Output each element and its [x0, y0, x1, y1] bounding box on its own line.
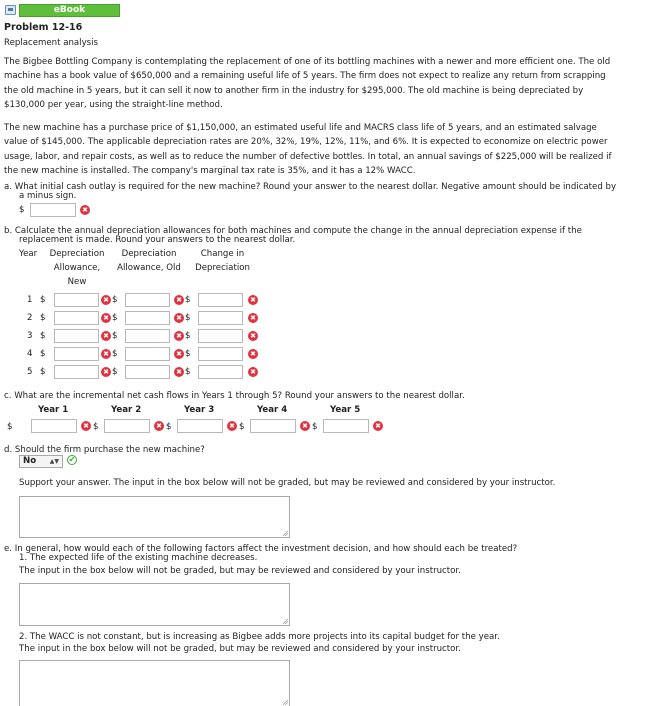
currency-symbol: $ [40, 331, 46, 341]
currency-symbol: $ [166, 422, 172, 432]
row-year: 2 [27, 313, 33, 323]
question-a: a. What initial cash outlay is required for the new machine? Round your answer to the nearest dollar. Negative amount should be indicated by a minus sign. [4, 182, 617, 201]
incorrect-icon: ✖ [248, 367, 258, 377]
incorrect-icon: ✖ [101, 295, 111, 305]
row-year: 1 [27, 295, 33, 305]
incorrect-icon: ✖ [248, 349, 258, 359]
dep-change-input[interactable] [198, 365, 243, 379]
incorrect-icon: ✖ [174, 367, 184, 377]
header-year: Year [19, 249, 38, 259]
initial-outlay-input[interactable] [30, 203, 76, 217]
cash-flow-input[interactable] [250, 419, 296, 433]
currency-symbol: $ [112, 367, 118, 377]
intro-paragraph-2: The new machine has a purchase price of $1,150,000, an estimated useful life and MACRS class life of 5 years, and an estimated salvage value of $145,000. The applicable depreciation rates are 20%, 32%, 19%, 12%, 11%, and 6%. It is expected to economize on electric power usage, labor, and repair costs, as well as to reduce the number of defective bottles. In total, an annual savings of $225,000 will be realized if the new machine is installed. The company's marginal tax rate is 35%, and it has a 12% WACC. [4, 123, 612, 176]
incorrect-icon: ✖ [248, 331, 258, 341]
header-dep-old: Depreciation Allowance, Old [117, 249, 181, 273]
row-year: 5 [27, 367, 33, 377]
dep-new-input[interactable] [54, 311, 99, 325]
incorrect-icon: ✖ [101, 349, 111, 359]
cash-flow-input[interactable] [104, 419, 150, 433]
dep-new-input[interactable] [54, 329, 99, 343]
intro-paragraph-1: The Bigbee Bottling Company is contemplating the replacement of one of its bottling machines with a newer and more efficient one. The old machine has a book value of $650,000 and a remaining useful life of 5 years. The firm does not expect to realize any return from scrapping the old machine in 5 years, but it can sell it now to another firm in the industry for $295,000. The old machine is being depreciated by $130,000 per year, using the straight-line method. [4, 57, 611, 110]
currency-symbol: $ [239, 422, 245, 432]
currency-symbol: $ [112, 331, 118, 341]
incorrect-icon: ✖ [248, 313, 258, 323]
currency-symbol: $ [40, 313, 46, 323]
cash-flow-input[interactable] [323, 419, 369, 433]
dep-old-input[interactable] [125, 329, 170, 343]
question-e: e. In general, how would each of the following factors affect the investment decision, and how should each be treated? 1. The expected life of the existing machine decreases. [4, 544, 518, 563]
currency-symbol: $ [19, 205, 25, 215]
question-d: d. Should the firm purchase the new machine? [4, 445, 205, 455]
incorrect-icon: ✖ [174, 313, 184, 323]
incorrect-icon: ✖ [101, 313, 111, 323]
factor-2-textarea[interactable] [19, 660, 290, 706]
dep-new-input[interactable] [54, 365, 99, 379]
incorrect-icon: ✖ [174, 295, 184, 305]
incorrect-icon: ✖ [174, 331, 184, 341]
dep-old-input[interactable] [125, 293, 170, 307]
ungraded-note: The input in the box below will not be graded, but may be reviewed and considered by your instructor. [19, 566, 461, 576]
cash-flow-year-header: Year 5 [330, 405, 361, 415]
dep-change-input[interactable] [198, 311, 243, 325]
support-answer-textarea[interactable] [19, 496, 290, 538]
incorrect-icon: ✖ [154, 421, 164, 431]
dep-old-input[interactable] [125, 311, 170, 325]
cash-flow-year-header: Year 4 [257, 405, 288, 415]
factor-1-textarea[interactable] [19, 583, 290, 626]
header-change: Change in Depreciation [195, 249, 250, 273]
dep-change-input[interactable] [198, 329, 243, 343]
header-dep-new: Depreciation Allowance, New [49, 249, 105, 287]
currency-symbol: $ [185, 313, 191, 323]
incorrect-icon: ✖ [227, 421, 237, 431]
incorrect-icon: ✖ [300, 421, 310, 431]
currency-symbol: $ [312, 422, 318, 432]
row-year: 3 [27, 331, 33, 341]
cash-flow-input[interactable] [177, 419, 223, 433]
currency-symbol: $ [185, 367, 191, 377]
currency-symbol: $ [40, 349, 46, 359]
ungraded-note: The input in the box below will not be graded, but may be reviewed and considered by your instructor. [19, 644, 461, 654]
currency-symbol: $ [112, 313, 118, 323]
dropdown-arrow-icon: ▲▼ [49, 458, 59, 465]
currency-symbol: $ [185, 295, 191, 305]
dep-new-input[interactable] [54, 347, 99, 361]
currency-symbol: $ [112, 349, 118, 359]
question-b: b. Calculate the annual depreciation allowances for both machines and compute the change in the annual depreciation expense if the replacement is made. Round your answers to the nearest dollar. [4, 226, 582, 245]
question-c: c. What are the incremental net cash flows in Years 1 through 5? Round your answers to the nearest dollar. [4, 391, 465, 401]
ebook-icon[interactable] [5, 5, 16, 15]
incorrect-icon: ✖ [248, 295, 258, 305]
currency-symbol: $ [40, 367, 46, 377]
currency-symbol: $ [185, 349, 191, 359]
currency-symbol: $ [112, 295, 118, 305]
row-year: 4 [27, 349, 33, 359]
factor-2-prompt: 2. The WACC is not constant, but is increasing as Bigbee adds more projects into its capital budget for the year. [19, 632, 500, 642]
support-prompt: Support your answer. The input in the box below will not be graded, but may be reviewed and considered by your instructor. [19, 478, 556, 488]
incorrect-icon: ✖ [174, 349, 184, 359]
dep-old-input[interactable] [125, 347, 170, 361]
correct-icon: ✔ [68, 455, 76, 464]
cash-flow-year-header: Year 3 [184, 405, 215, 415]
problem-title: Replacement analysis [4, 38, 98, 48]
incorrect-icon: ✖ [81, 421, 91, 431]
purchase-decision-select[interactable]: No ▲▼ [19, 455, 63, 468]
cash-flow-input[interactable] [31, 419, 77, 433]
dep-old-input[interactable] [125, 365, 170, 379]
ebook-button[interactable]: eBook [19, 4, 120, 17]
dep-change-input[interactable] [198, 347, 243, 361]
currency-symbol: $ [93, 422, 99, 432]
incorrect-icon: ✖ [373, 421, 383, 431]
currency-symbol: $ [40, 295, 46, 305]
dep-change-input[interactable] [198, 293, 243, 307]
dep-new-input[interactable] [54, 293, 99, 307]
incorrect-icon: ✖ [101, 331, 111, 341]
incorrect-icon: ✖ [80, 205, 90, 215]
currency-symbol: $ [7, 422, 13, 432]
incorrect-icon: ✖ [101, 367, 111, 377]
currency-symbol: $ [185, 331, 191, 341]
problem-number: Problem 12-16 [4, 22, 83, 33]
cash-flow-year-header: Year 1 [38, 405, 69, 415]
cash-flow-year-header: Year 2 [111, 405, 142, 415]
